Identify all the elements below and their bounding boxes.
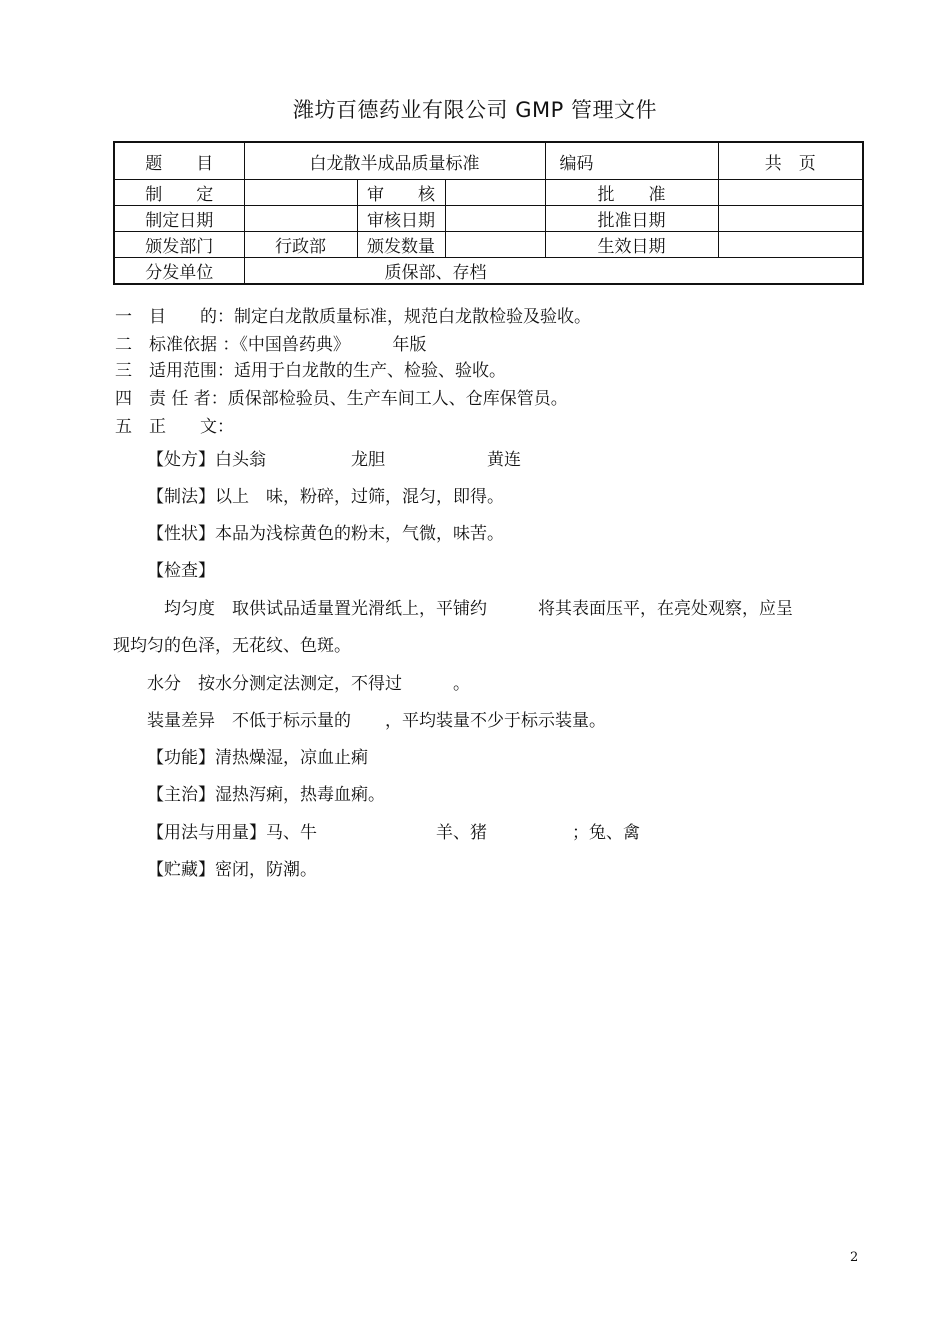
prepared-value (244, 180, 357, 206)
section-scope: 三 适用范围：适用于白龙散的生产、检验、验收。 (115, 361, 506, 381)
issue-count-label: 颁发数量 (357, 232, 445, 258)
document-title: 潍坊百德药业有限公司 GMP 管理文件 (293, 98, 657, 122)
page-number: 2 (850, 1250, 859, 1265)
prepared-date-label: 制定日期 (114, 206, 244, 232)
character-line: 【性状】本品为浅棕黄色的粉末，气微，味苦。 (147, 524, 504, 544)
moisture-line: 水分 按水分测定法测定，不得过 。 (147, 674, 470, 694)
pages-label: 共 页 (718, 142, 863, 180)
prepared-date-value (244, 206, 357, 232)
reviewed-value (445, 180, 545, 206)
reviewed-label: 审 核 (357, 180, 445, 206)
fill-variation-line: 装量差异 不低于标示量的 ，平均装量不少于标示装量。 (147, 711, 606, 731)
dosage-line: 【用法与用量】马、牛 羊、猪 ；兔、禽 (147, 823, 640, 843)
prepared-label: 制 定 (114, 180, 244, 206)
reviewed-date-value (445, 206, 545, 232)
subject-label: 题 目 (114, 142, 244, 180)
formula-line: 【处方】白头翁 龙胆 黄连 (147, 450, 521, 470)
distribution-label: 分发单位 (114, 258, 244, 285)
effective-date-label: 生效日期 (545, 232, 718, 258)
uniformity-line-1: 均匀度 取供试品适量置光滑纸上，平铺约 将其表面压平，在亮处观察，应呈 (147, 599, 793, 619)
approved-date-value (718, 206, 863, 232)
inspection-heading: 【检查】 (147, 561, 215, 581)
section-responsible: 四 责 任 者：质保部检验员、生产车间工人、仓库保管员。 (115, 389, 568, 409)
approved-label: 批 准 (545, 180, 718, 206)
approved-value (718, 180, 863, 206)
storage-line: 【贮藏】密闭，防潮。 (147, 860, 317, 880)
issuing-dept-label: 颁发部门 (114, 232, 244, 258)
distribution-value: 质保部、存档 (244, 258, 863, 285)
approved-date-label: 批准日期 (545, 206, 718, 232)
subject-value: 白龙散半成品质量标准 (244, 142, 545, 180)
reviewed-date-label: 审核日期 (357, 206, 445, 232)
issue-count-value (445, 232, 545, 258)
effective-date-value (718, 232, 863, 258)
indication-line: 【主治】湿热泻痢，热毒血痢。 (147, 785, 385, 805)
section-text: 五 正 文： (115, 417, 234, 437)
section-purpose: 一 目 的：制定白龙散质量标准，规范白龙散检验及验收。 (115, 307, 591, 327)
section-basis: 二 标准依据 ：《中国兽药典》 年版 (115, 335, 427, 355)
header-table (113, 141, 864, 285)
function-line: 【功能】清热燥湿，凉血止痢 (147, 748, 368, 768)
issuing-dept-value: 行政部 (244, 232, 357, 258)
code-label: 编码 (545, 142, 718, 180)
method-line: 【制法】以上 味，粉碎，过筛，混匀，即得。 (147, 487, 504, 507)
uniformity-line-2: 现均匀的色泽，无花纹、色斑。 (113, 636, 351, 656)
